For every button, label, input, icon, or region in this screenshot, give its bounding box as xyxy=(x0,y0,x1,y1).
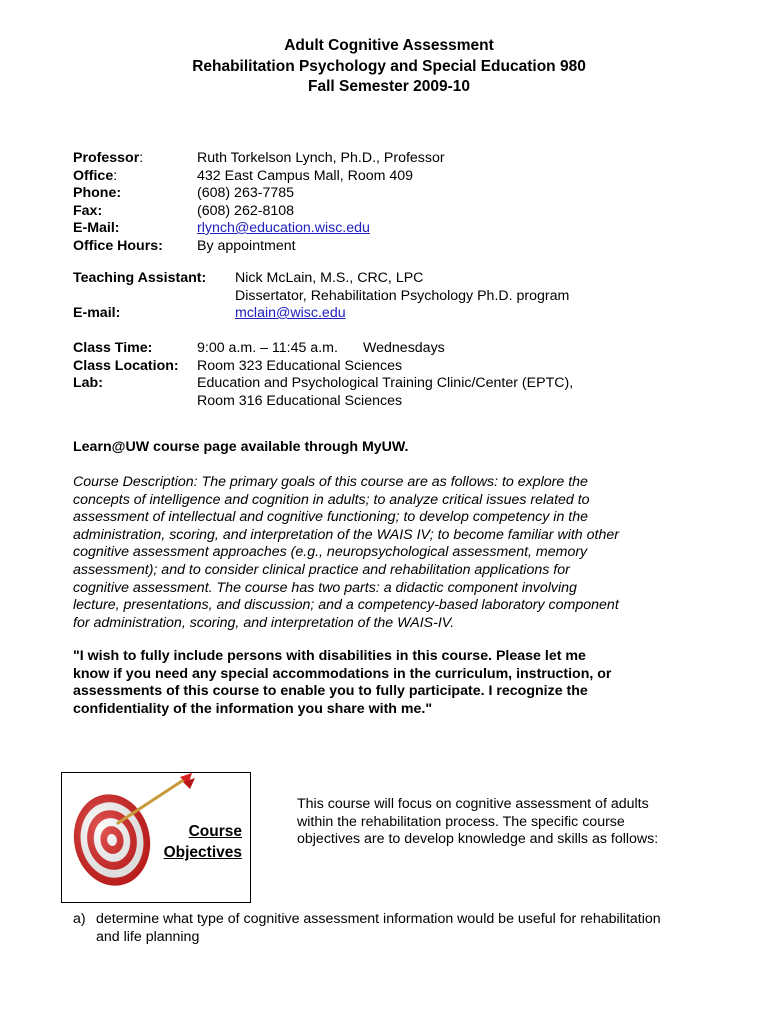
document-header xyxy=(0,36,768,98)
office-value: 432 East Campus Mall, Room 409 xyxy=(197,167,414,184)
description-line: for administration, scoring, and interpretation of the WAIS-IV. xyxy=(73,614,455,631)
class-location-label: Class Location: xyxy=(73,357,179,374)
professor-email-link[interactable]: rlynch@education.wisc.edu xyxy=(197,220,370,236)
class-time-label: Class Time: xyxy=(73,340,153,356)
statement-line: confidentiality of the information you share with me." xyxy=(73,700,433,717)
phone-label: Phone: xyxy=(73,185,122,201)
intro-line: objectives are to develop knowledge and skills as follows: xyxy=(297,831,659,847)
syllabus-page: Adult Cognitive Assessment Rehabilitation Psychology and Special Education 980 Fall Semester 2009-10 Professor: Ruth Torkelson Lynch, Ph.D., Professor Office: 432 East Campus Mall, Room 409 Phone: (608) 263-7785 Fax: (608) 262-8108 E-Mail: rlynch@education.wisc.edu Office Hours: By appointment Teaching Assistant: Nick McLain, M.S., CRC, LPC Dissertator, Rehabilitation Psychology Ph.D. program E-mail: mclain@wisc.edu Class Time: 9:00 a.m. – 11:45 a.m. Wednesdays Class Location: Room 323 Educational Sciences Lab: Education and Psychological Training Clinic/Center (EPTC), Room 316 Educational Sciences Learn@UW course page available through MyUW. Course Description: The primary goals of this course are as follows: to explore the concepts of intelligence and cognition in adults; to analyze critical issues related to assessment of intellectual and cognitive functioning; to develop competency in the administration, scoring, and interpretation of the WAIS IV; to become familiar with other cognitive assessment approaches (e.g., neuropsychological assessment, memory assessment); and to consider clinical practice and rehabilitation applications for cognitive assessment. The course has two parts: a didactic component involving lecture, presentations, and discussion; and a competency-based laboratory component for administration, scoring, and interpretation of the WAIS-IV. "I wish to fully include persons with disabilities in this course. Please let me know if you need any special accommodations in the curriculum, instruction, or assessments of this course to enable you to fully participate. I recognize the confidentiality of the information you share with me." Course Objectives This course will focus on cognitive assessment of adults within the rehabilitation process. The specific course objectives are to develop knowledge and skills as follows: a) determine what type of cognitive assessment information would be useful for rehabilitation and life planning xyxy=(0,0,768,1024)
objective-text-line2: and life planning xyxy=(96,928,200,945)
objectives-title-line2: Objectives xyxy=(163,844,242,861)
learn-uw-notice: Learn@UW course page available through MyUW. xyxy=(73,439,409,455)
ta-label: Teaching Assistant: xyxy=(73,270,207,286)
description-line: lecture, presentations, and discussion; and a competency-based laboratory component xyxy=(73,597,619,614)
statement-line: assessments of this course to enable you to fully participate. I recognize the xyxy=(73,683,588,700)
class-location-value: Room 323 Educational Sciences xyxy=(197,357,403,374)
list-marker: a) xyxy=(73,911,86,927)
objectives-intro xyxy=(297,796,658,849)
description-line: cognitive assessment approaches (e.g., neuropsychological assessment, memory xyxy=(73,544,588,561)
ta-email-label: E-mail: xyxy=(73,305,121,321)
description-line: assessment); and to consider clinical practice and rehabilitation applications for xyxy=(73,561,570,578)
course-objectives-title xyxy=(164,821,242,863)
course-title: Adult Cognitive Assessment xyxy=(284,37,494,54)
description-line: administration, scoring, and interpretation of the WAIS IV; to become familiar with other xyxy=(73,526,619,543)
office-label: Office xyxy=(73,167,114,184)
description-line: concepts of intelligence and cognition in adults; to analyze critical issues related to xyxy=(73,491,590,508)
course-department: Rehabilitation Psychology and Special Education 980 xyxy=(192,57,586,75)
professor-value: Ruth Torkelson Lynch, Ph.D., Professor xyxy=(197,150,445,166)
lab-value-2: Room 316 Educational Sciences xyxy=(197,392,403,409)
statement-line: "I wish to fully include persons with disabilities in this course. Please let me xyxy=(73,648,586,664)
class-day-value: Wednesdays xyxy=(363,340,445,356)
class-time-value: 9:00 a.m. – 11:45 a.m. xyxy=(197,340,338,356)
objectives-title-line1: Course xyxy=(188,823,242,840)
phone-value: (608) 263-7785 xyxy=(197,185,295,201)
statement-line: know if you need any special accommodations in the curriculum, instruction, or xyxy=(73,665,612,682)
office-hours-value: By appointment xyxy=(197,237,296,254)
office-hours-label: Office Hours: xyxy=(73,237,163,254)
intro-line: within the rehabilitation process. The specific course xyxy=(297,813,625,830)
email-label: E-Mail: xyxy=(73,220,120,236)
description-line: cognitive assessment. The course has two parts: a didactic component involving xyxy=(73,579,577,596)
course-objectives-box xyxy=(61,772,251,903)
objective-text-line1: determine what type of cognitive assessment information would be useful for rehabilitation xyxy=(96,911,661,927)
course-description xyxy=(73,474,673,632)
accommodation-statement xyxy=(73,648,611,718)
ta-name: Nick McLain, M.S., CRC, LPC xyxy=(235,270,424,286)
description-line: assessment of intellectual and cognitive functioning; to develop competency in the xyxy=(73,509,589,526)
ta-role: Dissertator, Rehabilitation Psychology Ph.D. program xyxy=(235,287,570,304)
lab-value-1: Education and Psychological Training Clinic/Center (EPTC), xyxy=(197,375,574,391)
fax-value: (608) 262-8108 xyxy=(197,202,295,219)
intro-line: This course will focus on cognitive assessment of adults xyxy=(297,796,649,812)
course-semester: Fall Semester 2009-10 xyxy=(308,78,470,95)
professor-label: Professor xyxy=(73,150,140,166)
fax-label: Fax: xyxy=(73,202,103,219)
ta-email-link[interactable]: mclain@wisc.edu xyxy=(235,305,346,321)
lab-label: Lab: xyxy=(73,375,103,391)
description-line: Course Description: The primary goals of this course are as follows: to explore the xyxy=(73,474,588,490)
